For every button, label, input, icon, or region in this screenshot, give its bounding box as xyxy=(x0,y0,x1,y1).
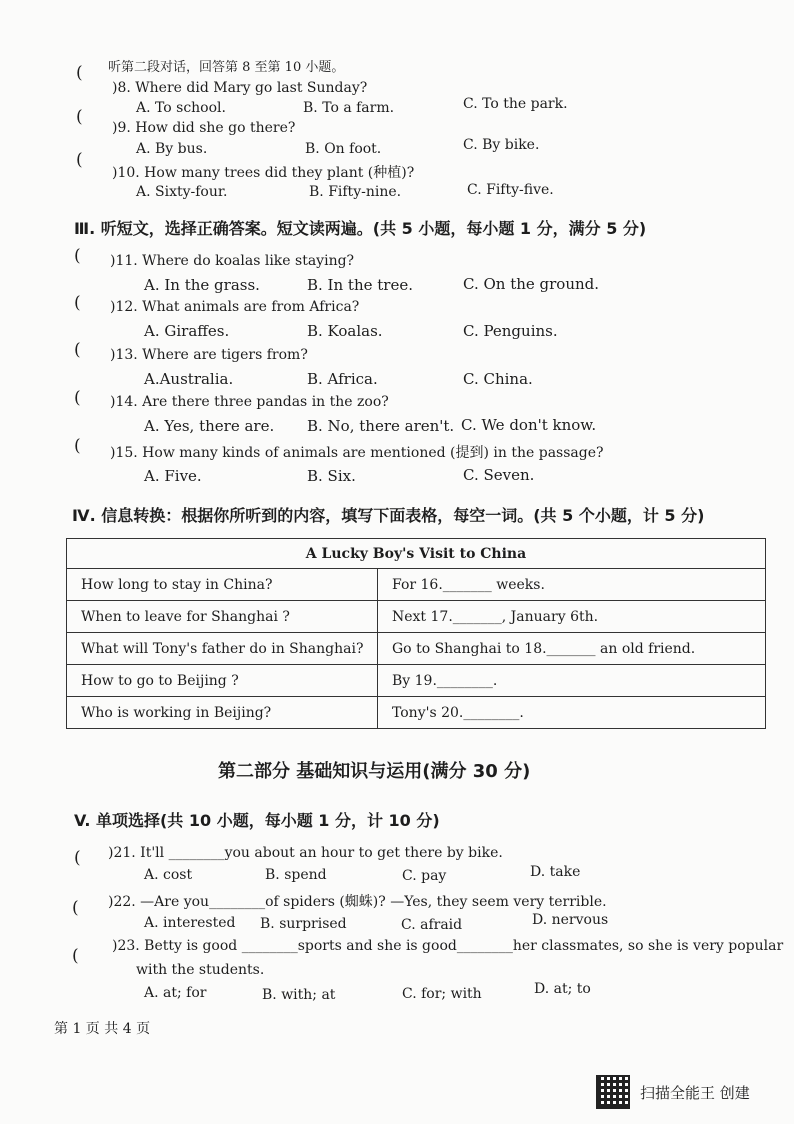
dialogue-header: 听第二段对话，回答第 8 至第 10 小题。 xyxy=(108,60,345,75)
answer-paren: ( xyxy=(72,946,79,966)
answer-paren: ( xyxy=(76,150,83,170)
question-23: )23. Betty is good ________sports and she is good________her classmates, so she is very popular xyxy=(112,938,784,954)
qr-code-icon xyxy=(596,1075,630,1109)
section-3-title: Ⅲ. 听短文，选择正确答案。短文读两遍。(共 5 小题，每小题 1 分，满分 5 分) xyxy=(74,219,647,238)
q15-option-a: A. Five. xyxy=(144,467,202,485)
table-row xyxy=(67,665,766,697)
page-number: 第 1 页 共 4 页 xyxy=(54,1021,151,1037)
q23-option-d: D. at; to xyxy=(534,981,591,997)
q8-option-b: B. To a farm. xyxy=(303,100,395,116)
answer-paren: ( xyxy=(72,898,79,918)
question-14: )14. Are there three pandas in the zoo? xyxy=(110,394,389,410)
table-title: A Lucky Boy's Visit to China xyxy=(67,539,766,569)
section-5-title: V. 单项选择(共 10 小题，每小题 1 分，计 10 分) xyxy=(74,811,440,830)
q12-option-c: C. Penguins. xyxy=(463,322,558,340)
table-cell-question: When to leave for Shanghai ? xyxy=(67,601,378,633)
table-row xyxy=(67,601,766,633)
scanner-watermark: 扫描全能王 创建 xyxy=(640,1084,750,1102)
table-cell-question: What will Tony's father do in Shanghai? xyxy=(67,633,378,665)
q22-option-b: B. surprised xyxy=(260,916,347,932)
q10-option-c: C. Fifty-five. xyxy=(467,182,554,198)
question-11: )11. Where do koalas like staying? xyxy=(110,253,355,269)
table-cell-question: How long to stay in China? xyxy=(67,569,378,601)
answer-paren: ( xyxy=(76,63,83,83)
question-23-line-2: with the students. xyxy=(136,962,265,978)
q21-option-b: B. spend xyxy=(265,867,327,883)
table-row xyxy=(67,697,766,729)
q21-option-d: D. take xyxy=(530,864,581,880)
q10-option-a: A. Sixty-four. xyxy=(136,184,228,200)
q14-option-c: C. We don't know. xyxy=(461,416,597,434)
answer-paren: ( xyxy=(74,848,81,868)
section-4-title: Ⅳ. 信息转换：根据你所听到的内容，填写下面表格，每空一词。(共 5 个小题，计 5 分) xyxy=(72,506,705,525)
table-cell-question: How to go to Beijing ? xyxy=(67,665,378,697)
question-10: )10. How many trees did they plant (种植)? xyxy=(112,165,415,181)
answer-paren: ( xyxy=(74,436,81,456)
q9-option-c: C. By bike. xyxy=(463,137,540,153)
table-row xyxy=(67,633,766,665)
table-cell-answer[interactable]: Tony's 20.________. xyxy=(378,697,766,729)
answer-paren: ( xyxy=(74,246,81,266)
q13-option-c: C. China. xyxy=(463,370,533,388)
answer-paren: ( xyxy=(74,388,81,408)
table-cell-answer[interactable]: Go to Shanghai to 18._______ an old friend. xyxy=(378,633,766,665)
info-table xyxy=(66,538,766,729)
q10-option-b: B. Fifty-nine. xyxy=(309,184,402,200)
q23-option-c: C. for; with xyxy=(402,986,482,1002)
table-cell-answer[interactable]: By 19.________. xyxy=(378,665,766,697)
q11-option-a: A. In the grass. xyxy=(144,276,260,294)
q8-option-a: A. To school. xyxy=(136,100,226,116)
q11-option-b: B. In the tree. xyxy=(307,276,413,294)
q21-option-a: A. cost xyxy=(144,867,193,883)
question-12: )12. What animals are from Africa? xyxy=(110,299,360,315)
question-22: )22. —Are you________of spiders (蜘蛛)? —Yes, they seem very terrible. xyxy=(108,894,607,910)
question-21: )21. It'll ________you about an hour to get there by bike. xyxy=(108,845,503,861)
q22-option-a: A. interested xyxy=(144,915,236,931)
q12-option-a: A. Giraffes. xyxy=(144,322,230,340)
q23-option-b: B. with; at xyxy=(262,987,336,1003)
q14-option-b: B. No, there aren't. xyxy=(307,417,455,435)
table-cell-question: Who is working in Beijing? xyxy=(67,697,378,729)
q23-option-a: A. at; for xyxy=(144,985,207,1001)
q11-option-c: C. On the ground. xyxy=(463,275,600,293)
question-8: )8. Where did Mary go last Sunday? xyxy=(112,80,368,96)
q9-option-a: A. By bus. xyxy=(136,141,208,157)
q21-option-c: C. pay xyxy=(402,868,447,884)
answer-paren: ( xyxy=(74,340,81,360)
q15-option-b: B. Six. xyxy=(307,467,356,485)
q12-option-b: B. Koalas. xyxy=(307,322,383,340)
table-cell-answer[interactable]: For 16._______ weeks. xyxy=(378,569,766,601)
table-cell-answer[interactable]: Next 17._______, January 6th. xyxy=(378,601,766,633)
answer-paren: ( xyxy=(76,107,83,127)
q13-option-a: A.Australia. xyxy=(144,370,234,388)
question-13: )13. Where are tigers from? xyxy=(110,347,308,363)
question-15: )15. How many kinds of animals are mentioned (提到) in the passage? xyxy=(110,445,604,461)
q22-option-c: C. afraid xyxy=(401,917,463,933)
table-row xyxy=(67,569,766,601)
question-9: )9. How did she go there? xyxy=(112,120,296,136)
q15-option-c: C. Seven. xyxy=(463,466,535,484)
part-2-title: 第二部分 基础知识与运用(满分 30 分) xyxy=(218,761,531,782)
q8-option-c: C. To the park. xyxy=(463,96,568,112)
q9-option-b: B. On foot. xyxy=(305,141,382,157)
answer-paren: ( xyxy=(74,293,81,313)
q13-option-b: B. Africa. xyxy=(307,370,378,388)
q22-option-d: D. nervous xyxy=(532,912,609,928)
q14-option-a: A. Yes, there are. xyxy=(144,417,275,435)
